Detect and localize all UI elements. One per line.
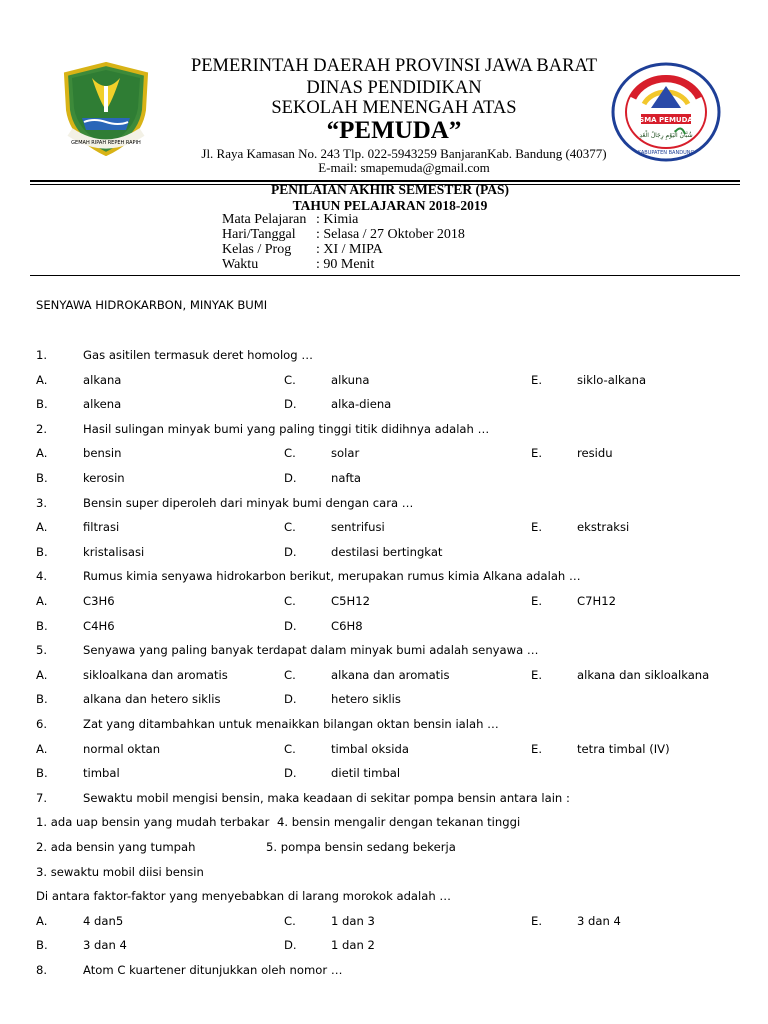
option-text: tetra timbal (IV) bbox=[577, 741, 670, 756]
question-text: Gas asitilen termasuk deret homolog … bbox=[83, 348, 313, 362]
option-text: normal oktan bbox=[83, 741, 161, 756]
option-text: filtrasi bbox=[83, 520, 120, 535]
option-text: C7H12 bbox=[577, 594, 616, 608]
option-text: hetero siklis bbox=[331, 692, 401, 707]
option-text: alkana bbox=[83, 372, 122, 387]
option-letter: D. bbox=[284, 471, 297, 485]
meta-divider bbox=[30, 275, 740, 276]
question-text: Sewaktu mobil mengisi bensin, maka keadaan di sekitar pompa bensin antara lain : bbox=[83, 790, 570, 805]
option-text: C5H12 bbox=[331, 594, 370, 608]
option-text: timbal bbox=[83, 766, 120, 781]
logo-regency-text: KABUPATEN BANDUNG bbox=[637, 150, 695, 156]
option-text: siklo-alkana bbox=[577, 372, 647, 387]
question-number: 6. bbox=[36, 717, 48, 731]
question-text: Bensin super diperoleh dari minyak bumi dengan cara … bbox=[83, 495, 414, 510]
question-statement: 5. pompa bensin sedang bekerja bbox=[266, 840, 456, 854]
option-text: alkena bbox=[83, 397, 122, 412]
question-text: Hasil sulingan minyak bumi yang paling tinggi titik didihnya adalah … bbox=[83, 421, 490, 436]
meta-label: Kelas / Prog bbox=[222, 242, 292, 257]
question-number: 8. bbox=[36, 963, 48, 977]
option-letter: B. bbox=[36, 618, 48, 633]
option-letter: B. bbox=[36, 766, 48, 781]
logo-arabic-motto: شُبَّانُ الْيَوْمِ رِجَالُ الْغَدِ bbox=[639, 132, 693, 139]
option-text: bensin bbox=[83, 446, 122, 461]
question-number: 7. bbox=[36, 790, 48, 805]
option-letter: B. bbox=[36, 544, 48, 559]
exam-meta-class bbox=[222, 242, 383, 258]
option-letter: C. bbox=[284, 667, 296, 682]
option-letter: E. bbox=[531, 520, 543, 535]
option-text: 4 dan5 bbox=[83, 913, 124, 928]
question-number: 5. bbox=[36, 643, 48, 658]
option-letter: A. bbox=[36, 594, 48, 608]
option-letter: A. bbox=[36, 741, 48, 756]
question-prompt: Di antara faktor-faktor yang menyebabkan di larang morokok adalah … bbox=[36, 889, 451, 904]
option-text: alkana dan aromatis bbox=[331, 667, 450, 682]
option-text: residu bbox=[577, 446, 613, 461]
question-statement: 1. ada uap bensin yang mudah terbakar bbox=[36, 815, 270, 830]
option-letter: E. bbox=[531, 741, 543, 756]
option-letter: A. bbox=[36, 913, 48, 928]
option-text: sikloalkana dan aromatis bbox=[83, 667, 228, 682]
option-letter: D. bbox=[284, 618, 297, 633]
meta-label: Waktu bbox=[222, 257, 259, 272]
school-address: Jl. Raya Kamasan No. 243 Tlp. 022-5943259 BanjaranKab. Bandung (40377) bbox=[201, 146, 607, 161]
option-text: C4H6 bbox=[83, 618, 115, 633]
meta-label: Mata Pelajaran bbox=[222, 212, 307, 227]
option-letter: B. bbox=[36, 692, 48, 707]
meta-value: : XI / MIPA bbox=[316, 242, 383, 257]
question-number: 4. bbox=[36, 569, 48, 584]
question-text: Senyawa yang paling banyak terdapat dalam minyak bumi adalah senyawa … bbox=[83, 643, 539, 658]
header-school-level: SEKOLAH MENENGAH ATAS bbox=[271, 98, 517, 118]
option-letter: A. bbox=[36, 446, 48, 461]
option-letter: C. bbox=[284, 446, 296, 461]
option-letter: D. bbox=[284, 397, 297, 412]
option-text: timbal oksida bbox=[331, 741, 409, 756]
option-letter: D. bbox=[284, 692, 297, 707]
option-text: kristalisasi bbox=[83, 544, 145, 559]
question-text: Atom C kuartener ditunjukkan oleh nomor … bbox=[83, 963, 343, 977]
question-number: 2. bbox=[36, 421, 48, 436]
school-email: E-mail: smapemuda@gmail.com bbox=[318, 160, 490, 175]
header-government: PEMERINTAH DAERAH PROVINSI JAWA BARAT bbox=[190, 56, 598, 76]
section-title: SENYAWA HIDROKARBON, MINYAK BUMI bbox=[36, 298, 268, 312]
west-java-emblem-logo bbox=[60, 62, 152, 156]
exam-year: TAHUN PELAJARAN 2018-2019 bbox=[292, 198, 488, 213]
option-letter: B. bbox=[36, 397, 48, 412]
option-letter: A. bbox=[36, 667, 48, 682]
meta-value: : Kimia bbox=[316, 212, 359, 227]
option-text: alkana dan hetero siklis bbox=[83, 692, 221, 707]
option-text: alkuna bbox=[331, 372, 370, 387]
school-name: “PEMUDA” bbox=[326, 117, 462, 144]
logo-motto-text: GEMAH RIPAH REPEH RAPIH bbox=[71, 140, 141, 146]
exam-title: PENILAIAN AKHIR SEMESTER (PAS) bbox=[271, 182, 509, 197]
option-letter: A. bbox=[36, 520, 48, 535]
header-department: DINAS PENDIDIKAN bbox=[306, 78, 482, 98]
option-text: 1 dan 2 bbox=[331, 938, 375, 953]
option-letter: D. bbox=[284, 544, 297, 559]
option-text: dietil timbal bbox=[331, 766, 401, 781]
option-letter: A. bbox=[36, 372, 48, 387]
question-number: 3. bbox=[36, 495, 48, 510]
question-text: Rumus kimia senyawa hidrokarbon berikut, merupakan rumus kimia Alkana adalah … bbox=[83, 569, 581, 584]
option-letter: E. bbox=[531, 667, 543, 682]
exam-meta-duration bbox=[222, 257, 374, 273]
question-number: 1. bbox=[36, 348, 48, 362]
option-text: sentrifusi bbox=[331, 520, 385, 535]
question-text: Zat yang ditambahkan untuk menaikkan bilangan oktan bensin ialah … bbox=[83, 717, 499, 731]
option-letter: E. bbox=[531, 446, 543, 461]
option-text: alkana dan sikloalkana bbox=[577, 667, 710, 682]
option-letter: C. bbox=[284, 520, 296, 535]
option-text: C6H8 bbox=[331, 618, 363, 633]
option-letter: D. bbox=[284, 766, 297, 781]
meta-label: Hari/Tanggal bbox=[222, 227, 296, 242]
option-text: 1 dan 3 bbox=[331, 913, 375, 928]
option-letter: E. bbox=[531, 594, 543, 608]
option-letter: D. bbox=[284, 938, 297, 953]
option-text: destilasi bertingkat bbox=[331, 544, 443, 559]
exam-meta-date bbox=[222, 227, 465, 243]
sma-pemuda-logo bbox=[611, 62, 721, 162]
option-text: solar bbox=[331, 446, 360, 461]
question-statement: 4. bensin mengalir dengan tekanan tinggi bbox=[277, 815, 521, 830]
option-letter: C. bbox=[284, 741, 296, 756]
question-statement: 3. sewaktu mobil diisi bensin bbox=[36, 864, 204, 879]
option-text: nafta bbox=[331, 471, 361, 485]
question-statement: 2. ada bensin yang tumpah bbox=[36, 840, 196, 854]
logo-banner-text: SMA PEMUDA bbox=[639, 116, 693, 124]
option-letter: E. bbox=[531, 913, 543, 928]
option-text: 3 dan 4 bbox=[83, 938, 127, 953]
option-text: alka-diena bbox=[331, 397, 392, 412]
option-text: 3 dan 4 bbox=[577, 913, 621, 928]
option-letter: E. bbox=[531, 372, 543, 387]
option-text: kerosin bbox=[83, 471, 125, 485]
option-letter: C. bbox=[284, 372, 296, 387]
option-letter: B. bbox=[36, 471, 48, 485]
exam-meta-subject bbox=[222, 212, 358, 228]
option-text: ekstraksi bbox=[577, 520, 630, 535]
option-letter: C. bbox=[284, 594, 296, 608]
option-text: C3H6 bbox=[83, 594, 115, 608]
option-letter: C. bbox=[284, 913, 296, 928]
meta-value: : 90 Menit bbox=[316, 257, 375, 272]
option-letter: B. bbox=[36, 938, 48, 953]
meta-value: : Selasa / 27 Oktober 2018 bbox=[316, 227, 465, 242]
